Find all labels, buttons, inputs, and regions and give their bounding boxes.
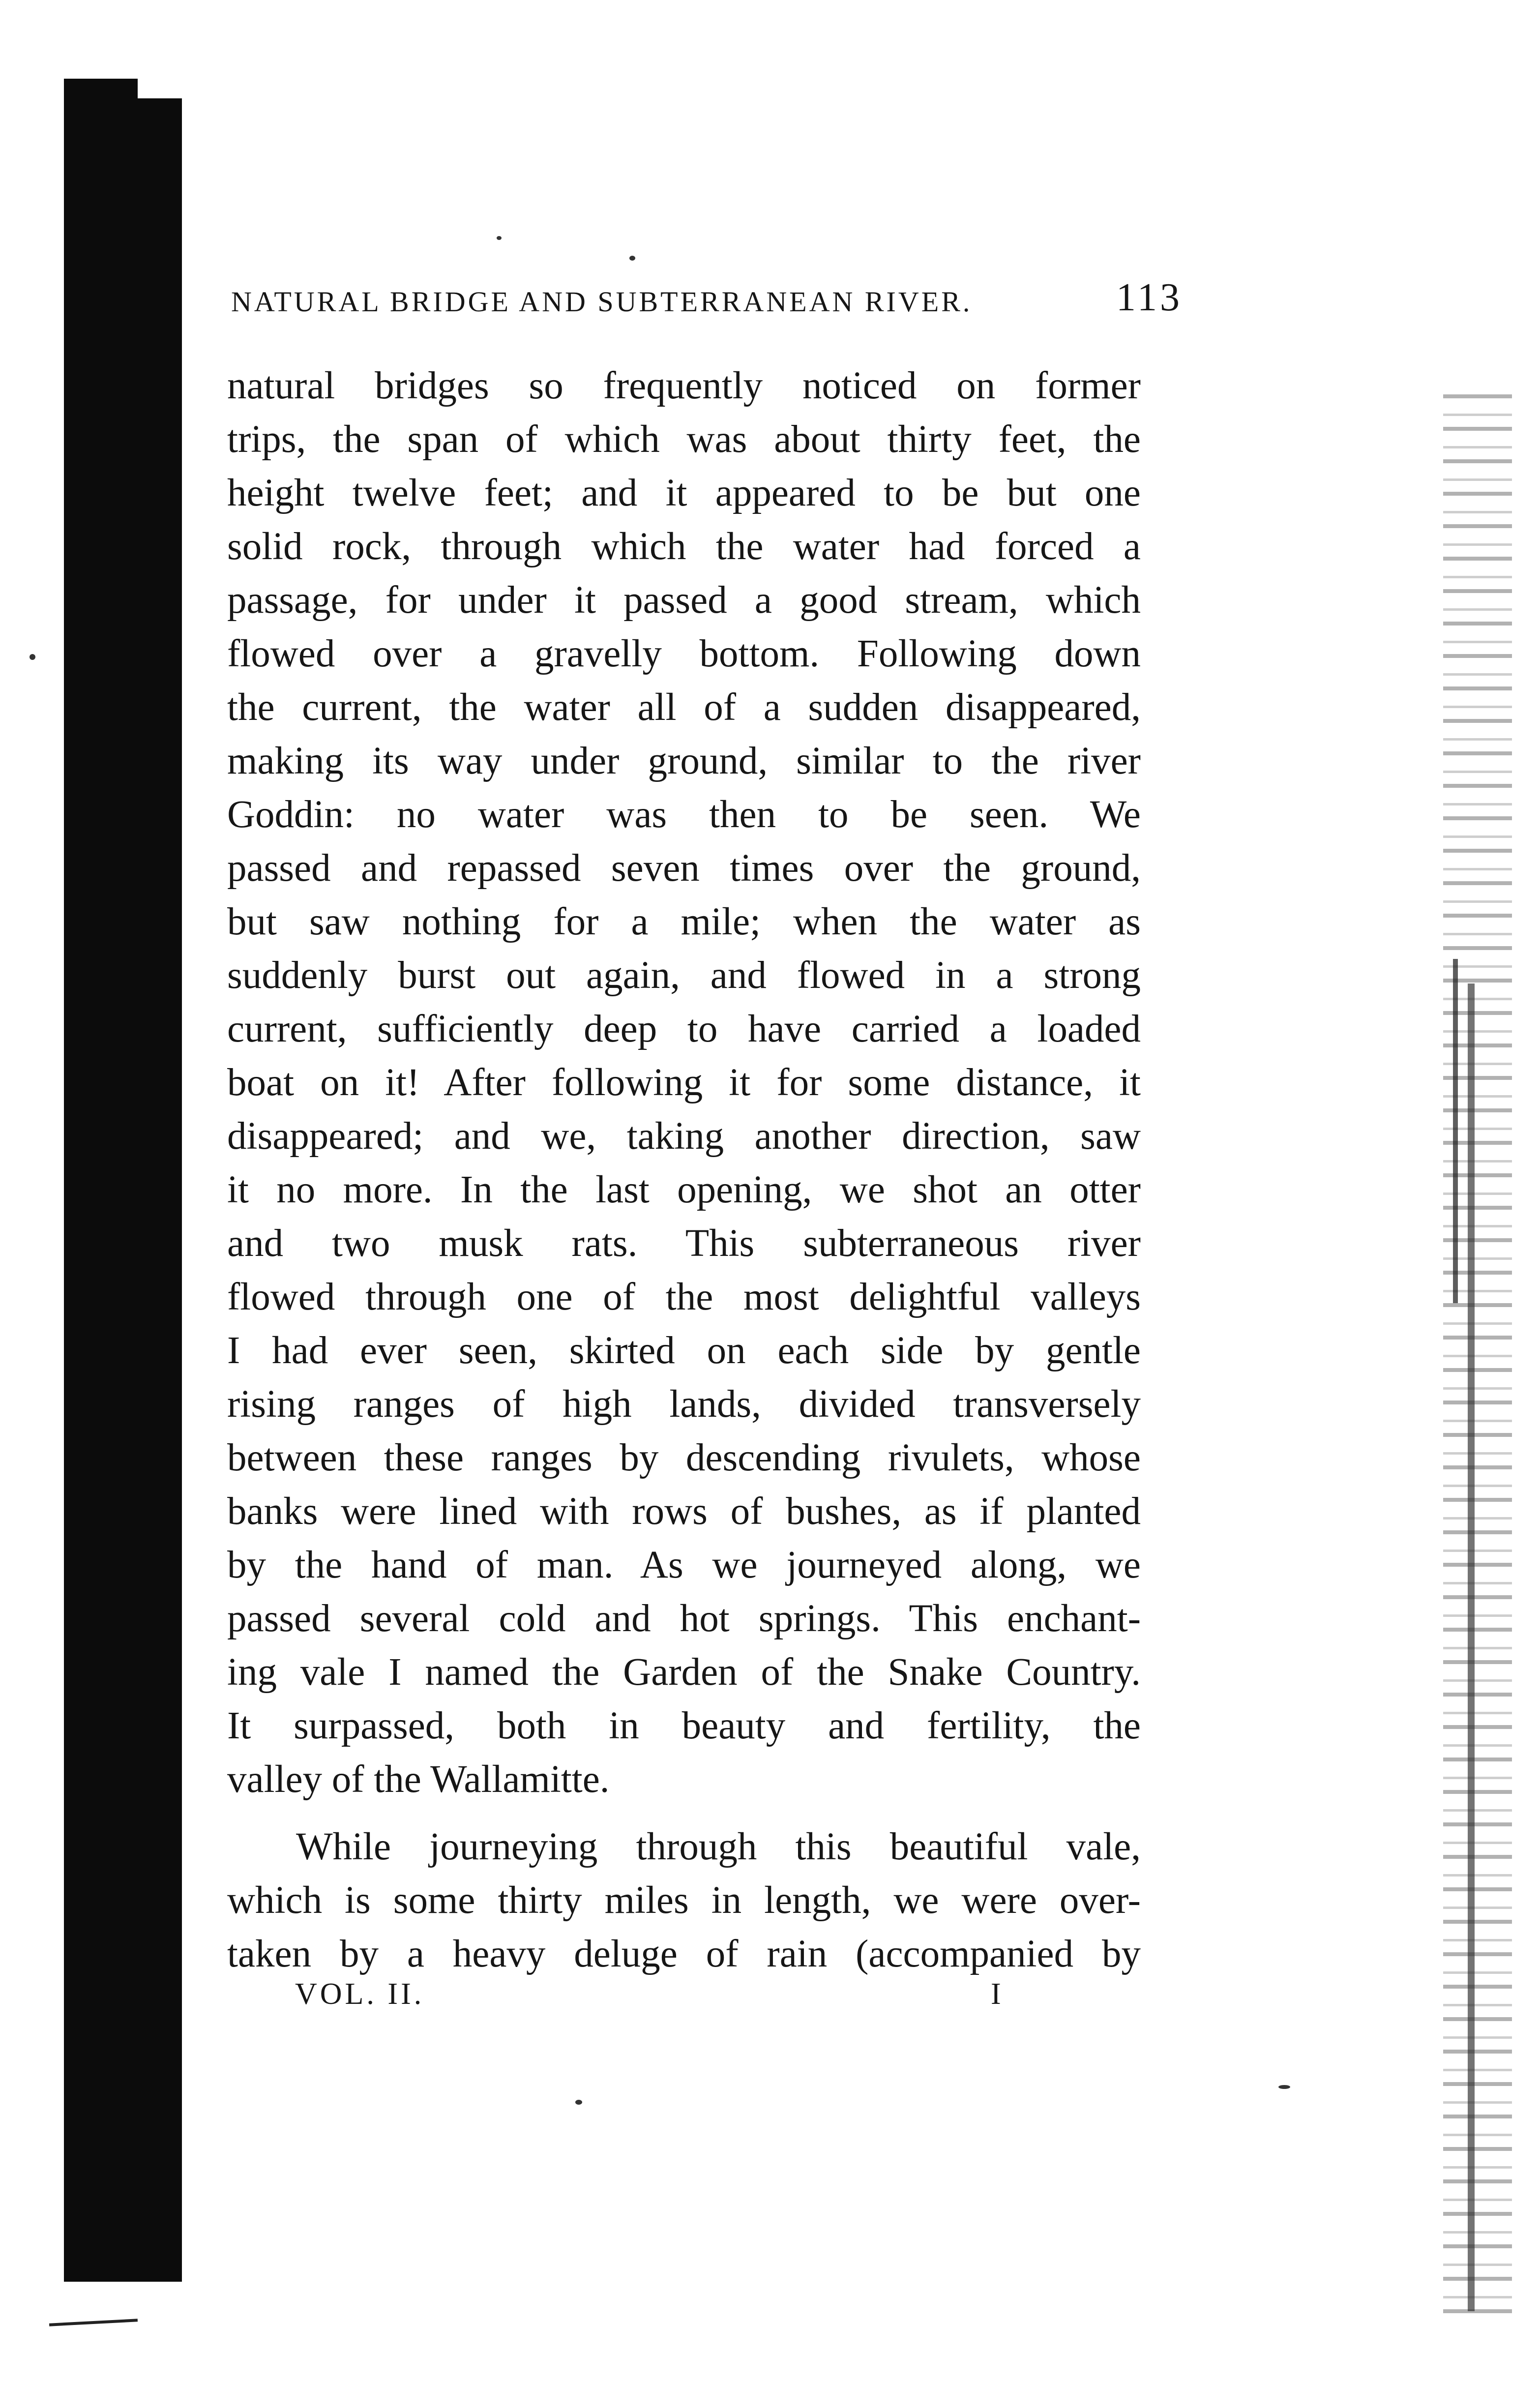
ink-speck <box>30 654 35 660</box>
binding-shadow <box>64 98 182 2282</box>
text-line: between these ranges by descending rivulets, whose <box>227 1436 1141 1479</box>
page-number: 113 <box>1116 276 1183 319</box>
text-line: flowed through one of the most delightful valleys <box>227 1276 1141 1318</box>
paragraph <box>227 359 1141 1806</box>
ink-speck <box>1278 2085 1290 2089</box>
ink-speck <box>497 236 502 240</box>
text-line: trips, the span of which was about thirty feet, the <box>227 418 1141 461</box>
running-head: NATURAL BRIDGE AND SUBTERRANEAN RIVER. <box>231 286 973 318</box>
text-line: by the hand of man. As we journeyed along, we <box>227 1544 1141 1586</box>
ink-speck <box>629 256 635 261</box>
text-line: disappeared; and we, taking another direction, saw <box>227 1115 1141 1158</box>
text-line: While journeying through this beautiful vale, <box>296 1825 1141 1868</box>
text-line: solid rock, through which the water had forced a <box>227 525 1141 568</box>
text-line: and two musk rats. This subterraneous river <box>227 1222 1141 1265</box>
text-line: but saw nothing for a mile; when the water as <box>227 900 1141 943</box>
text-line: banks were lined with rows of bushes, as if planted <box>227 1490 1141 1533</box>
text-line: which is some thirty miles in length, we were over- <box>227 1879 1141 1922</box>
text-line: flowed over a gravelly bottom. Following down <box>227 632 1141 675</box>
page-edge-line <box>1453 959 1458 1303</box>
text-line: suddenly burst out again, and flowed in a strong <box>227 954 1141 997</box>
page-edge-shadow <box>1443 384 1512 2316</box>
text-line: natural bridges so frequently noticed on former <box>227 364 1141 407</box>
text-line: current, sufficiently deep to have carried a loaded <box>227 1008 1141 1050</box>
text-line: it no more. In the last opening, we shot an otter <box>227 1168 1141 1211</box>
text-line: boat on it! After following it for some distance, it <box>227 1061 1141 1104</box>
paragraph-gap <box>227 1806 1141 1820</box>
text-line: rising ranges of high lands, divided transversely <box>227 1383 1141 1426</box>
text-line: passed and repassed seven times over the ground, <box>227 847 1141 890</box>
text-line: passage, for under it passed a good stream, which <box>227 579 1141 622</box>
signature-letter: I <box>991 1977 1001 2011</box>
text-line: taken by a heavy deluge of rain (accompanied by <box>227 1933 1141 1975</box>
text-line: It surpassed, both in beauty and fertility, the <box>227 1704 1141 1747</box>
signature-mark: VOL. II. <box>295 1977 425 2011</box>
text-line: height twelve feet; and it appeared to be but one <box>227 472 1141 514</box>
text-line: I had ever seen, skirted on each side by gentle <box>227 1329 1141 1372</box>
text-line: Goddin: no water was then to be seen. We <box>227 793 1141 836</box>
text-line: making its way under ground, similar to the river <box>227 740 1141 782</box>
body-text <box>227 359 1141 1981</box>
paragraph <box>227 1820 1141 1981</box>
text-line: passed several cold and hot springs. This enchant- <box>227 1597 1141 1640</box>
text-line: valley of the Wallamitte. <box>227 1758 610 1801</box>
text-line: ing vale I named the Garden of the Snake Country. <box>227 1651 1141 1694</box>
text-line: the current, the water all of a sudden disappeared, <box>227 686 1141 729</box>
ink-speck <box>575 2100 582 2105</box>
page-edge-line <box>1468 983 1475 2311</box>
ink-scratch <box>49 2319 138 2326</box>
